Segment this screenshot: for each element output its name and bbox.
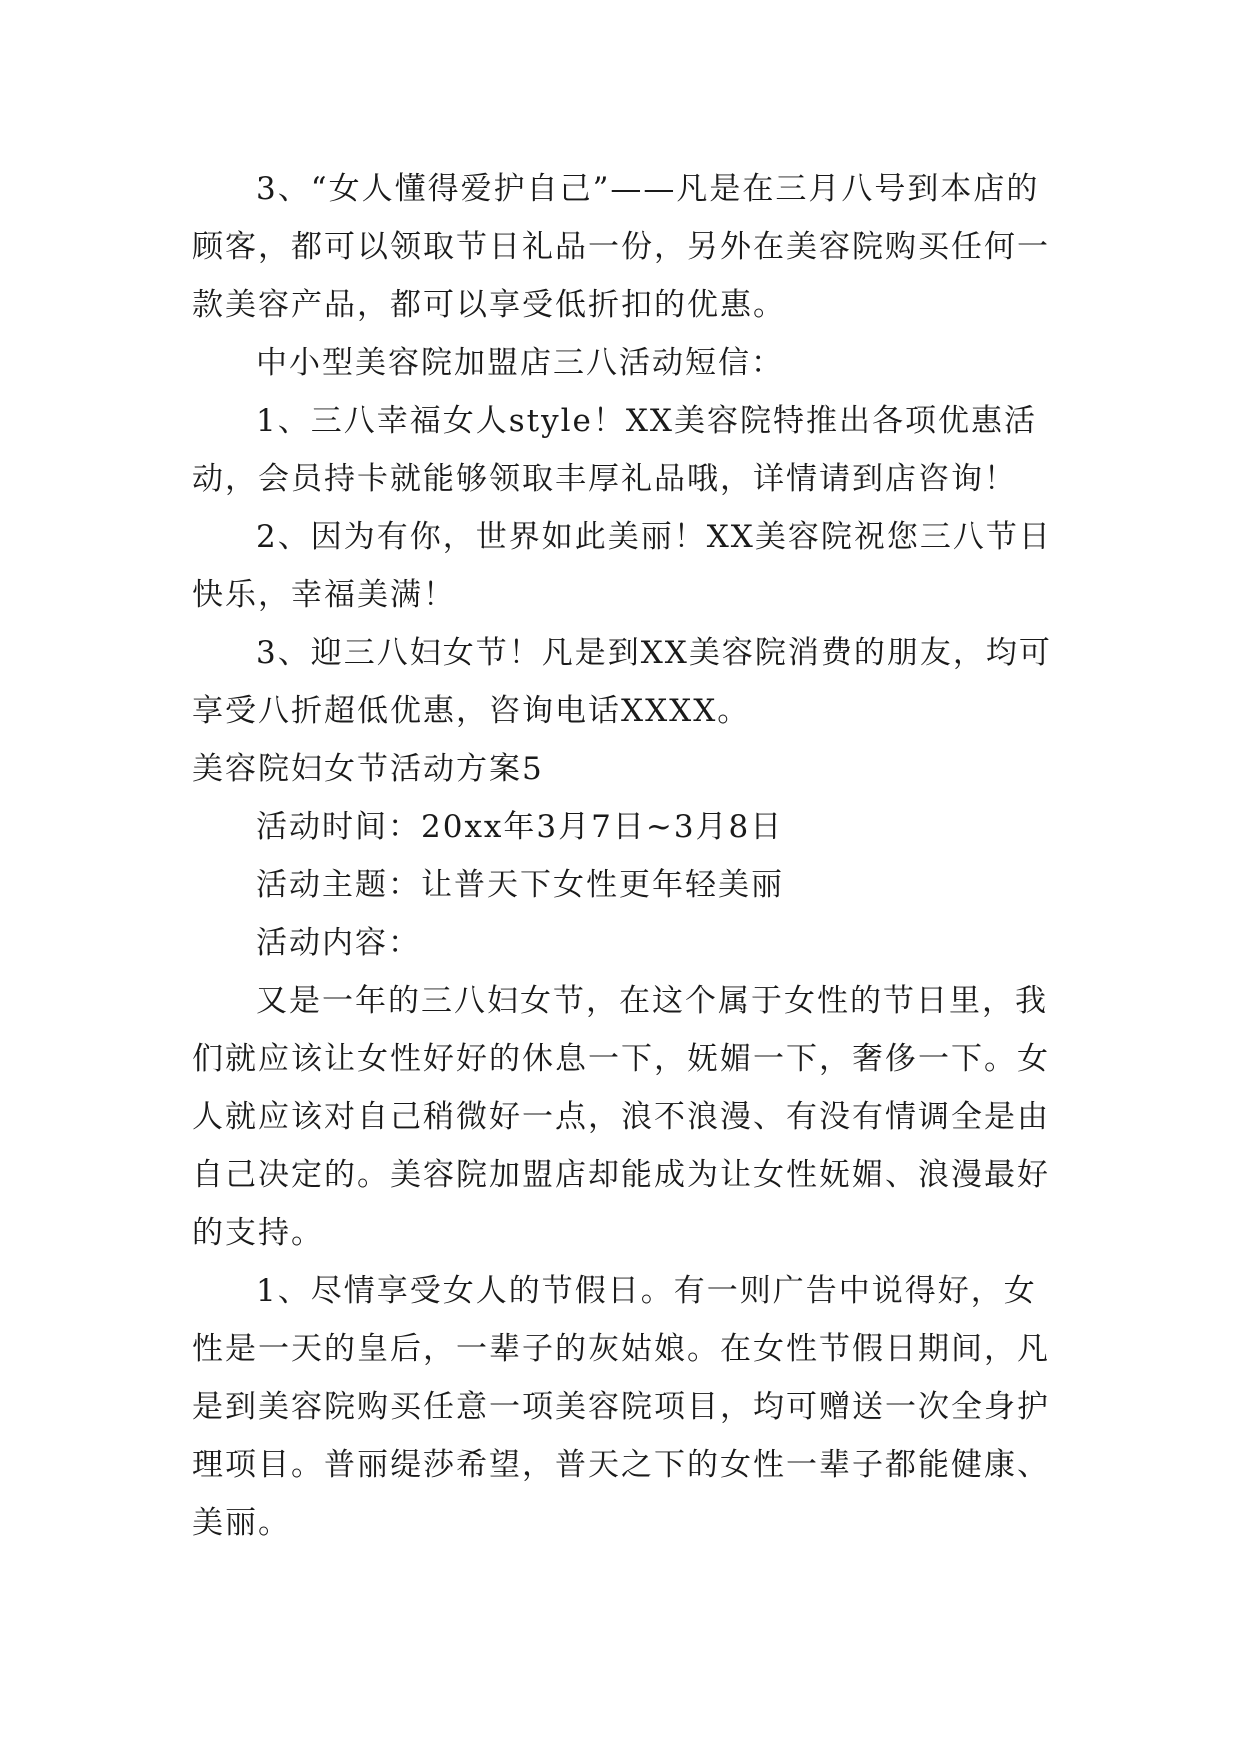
paragraph-sms-heading: 中小型美容院加盟店三八活动短信： [256,345,784,381]
section-heading: 美容院妇女节活动方案5 [192,751,544,787]
paragraph-sms-3: 3、迎三八妇女节！凡是到XX美容院消费的朋友，均可享受八折超低优惠，咨询电话XXXX。 [192,635,1052,729]
paragraph-sms-2: 2、因为有你，世界如此美丽！XX美容院祝您三八节日快乐，幸福美满！ [192,519,1052,613]
paragraph-item-1: 1、尽情享受女人的节假日。有一则广告中说得好，女性是一天的皇后，一辈子的灰姑娘。在女性节假日期间，凡是到美容院购买任意一项美容院项目，均可赠送一次全身护理项目。普丽缇莎希望，普天之下的女性一辈子都能健康、美丽。 [192,1273,1050,1541]
paragraph-activity-theme: 活动主题：让普天下女性更年轻美丽 [256,867,784,903]
paragraph-activity-time: 活动时间：20xx年3月7日~3月8日 [256,809,784,845]
paragraph-sms-1: 1、三八幸福女人style！XX美容院特推出各项优惠活动，会员持卡就能够领取丰厚礼品哦，详情请到店咨询！ [192,403,1037,497]
paragraph-intro: 又是一年的三八妇女节，在这个属于女性的节日里，我们就应该让女性好好的休息一下，妩媚一下，奢侈一下。女人就应该对自己稍微好一点，浪不浪漫、有没有情调全是由自己决定的。美容院加盟店却能成为让女性妩媚、浪漫最好的支持。 [192,983,1050,1251]
paragraph-activity-content-label: 活动内容： [256,925,421,961]
paragraph-gift-offer: 3、“女人懂得爱护自己”——凡是在三月八号到本店的顾客，都可以领取节日礼品一份，另外在美容院购买任何一款美容产品，都可以享受低折扣的优惠。 [192,171,1050,323]
